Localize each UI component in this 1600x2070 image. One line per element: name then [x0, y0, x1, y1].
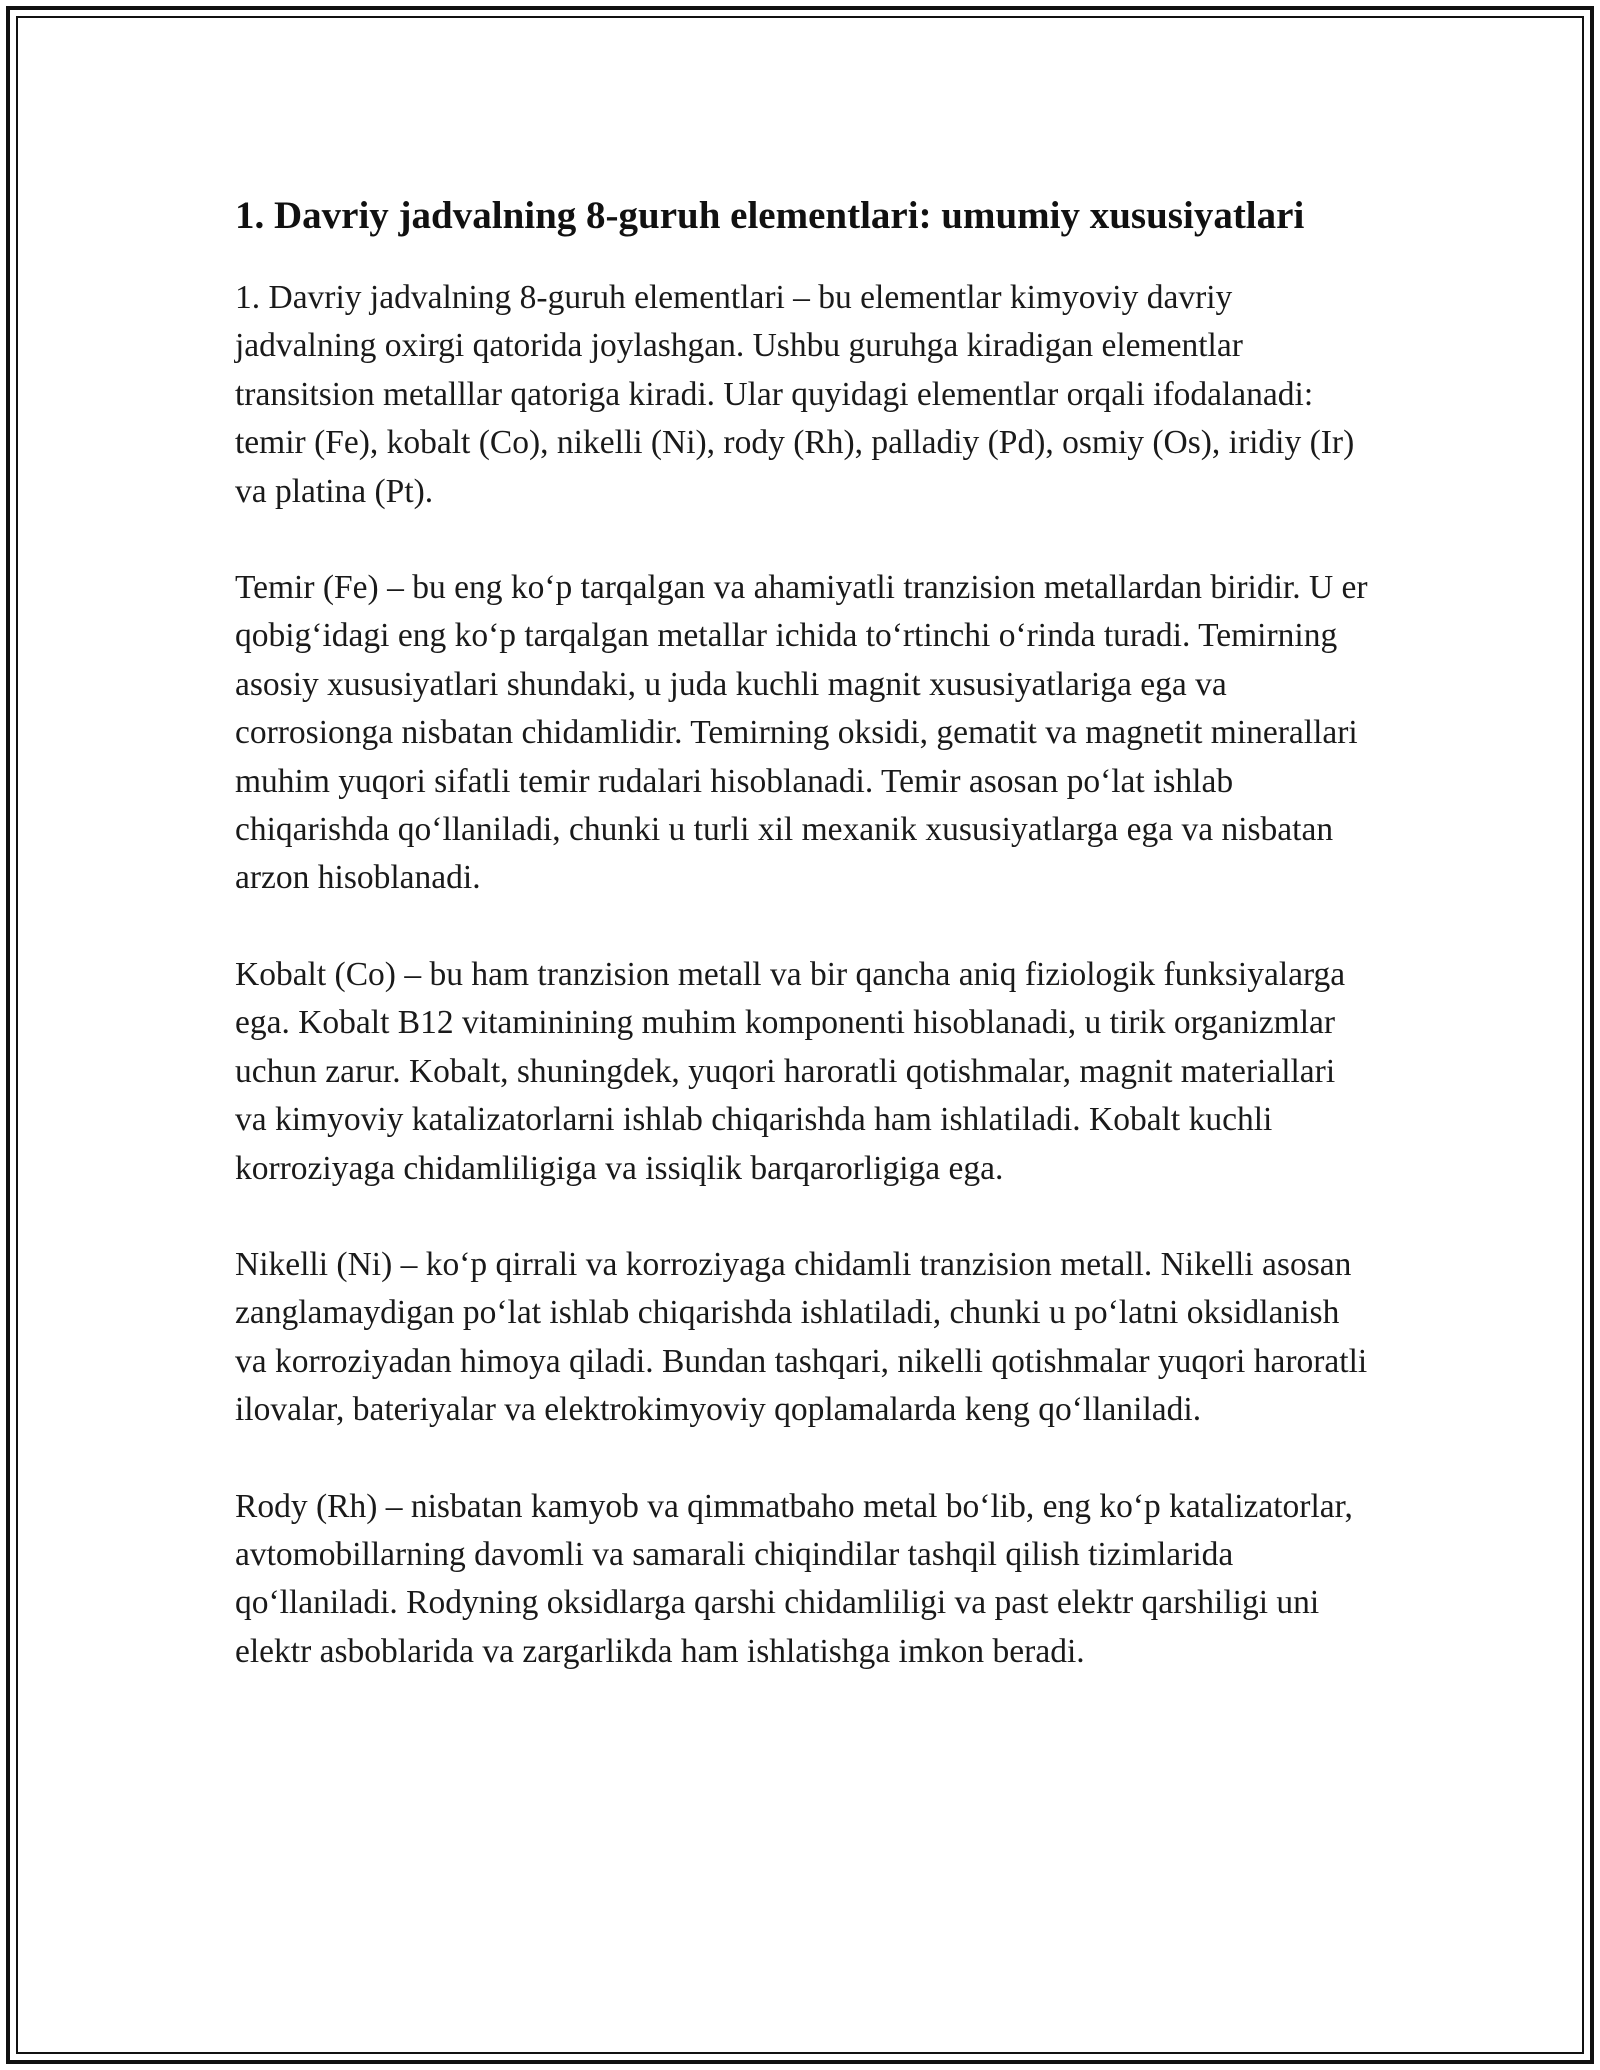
section-heading: 1. Davriy jadvalning 8-guruh elementlari: umumiy xususiyatlari — [235, 194, 1305, 237]
paragraph-cobalt: Kobalt (Co) – bu ham tranzision metall va bir qancha aniq fiziologik funksiyalarga ega. Kobalt B12 vitaminining muhim komponenti hisoblanadi, u tirik organizmlar uchun zarur. Kobalt, shuningdek, yuqori haroratli qotishmalar, magnit materiallari va kimyoviy katalizatorlarni ishlab chiqarishda ham ishlatiladi. Kobalt kuchli korroziyaga chidamliligiga va issiqlik barqarorligiga ega. — [235, 955, 1346, 1187]
paragraph-iron: Temir (Fe) – bu eng koʻp tarqalgan va ahamiyatli tranzision metallardan biridir. U er qobigʻidagi eng koʻp tarqalgan metallar ichida toʻrtinchi oʻrinda turadi. Temirning asosiy xususiyatlari shundaki, u juda kuchli magnit xususiyatlariga ega va corrosionga nisbatan chidamlidir. Temirning oksidi, gematit va magnetit minerallari muhim yuqori sifatli temir rudalari hisoblanadi. Temir asosan poʻlat ishlab chiqarishda qoʻllaniladi, chunki u turli xil mexanik xususiyatlarga ega va nisbatan arzon hisoblanadi. — [235, 569, 1368, 897]
document-body — [235, 188, 1370, 1724]
paragraph-nickel: Nikelli (Ni) – koʻp qirrali va korroziyaga chidamli tranzision metall. Nikelli asosan zanglamaydigan poʻlat ishlab chiqarishda ishlatiladi, chunki u poʻlatni oksidlanish va korroziyadan himoya qiladi. Bundan tashqari, nikelli qotishmalar yuqori haroratli ilovalar, bateriyalar va elektrokimyoviy qoplamalarda keng qoʻllaniladi. — [235, 1245, 1368, 1429]
paragraph-rhodium: Rody (Rh) – nisbatan kamyob va qimmatbaho metal boʻlib, eng koʻp katalizatorlar, avtomobillarning davomli va samarali chiqindilar tashqil qilish tizimlarida qoʻllaniladi. Rodyning oksidlarga qarshi chidamliligi va past elektr qarshiligi uni elektr asboblarida va zargarlikda ham ishlatishga imkon beradi. — [235, 1487, 1353, 1670]
paragraph-intro: 1. Davriy jadvalning 8-guruh elementlari – bu elementlar kimyoviy davriy jadvalning oxirgi qatorida joylashgan. Ushbu guruhga kiradigan elementlar transitsion metalllar qatoriga kiradi. Ular quyidagi elementlar orqali ifodalanadi: temir (Fe), kobalt (Co), nikelli (Ni), rody (Rh), palladiy (Pd), osmiy (Os), iridiy (Ir) va platina (Pt). — [235, 279, 1355, 510]
